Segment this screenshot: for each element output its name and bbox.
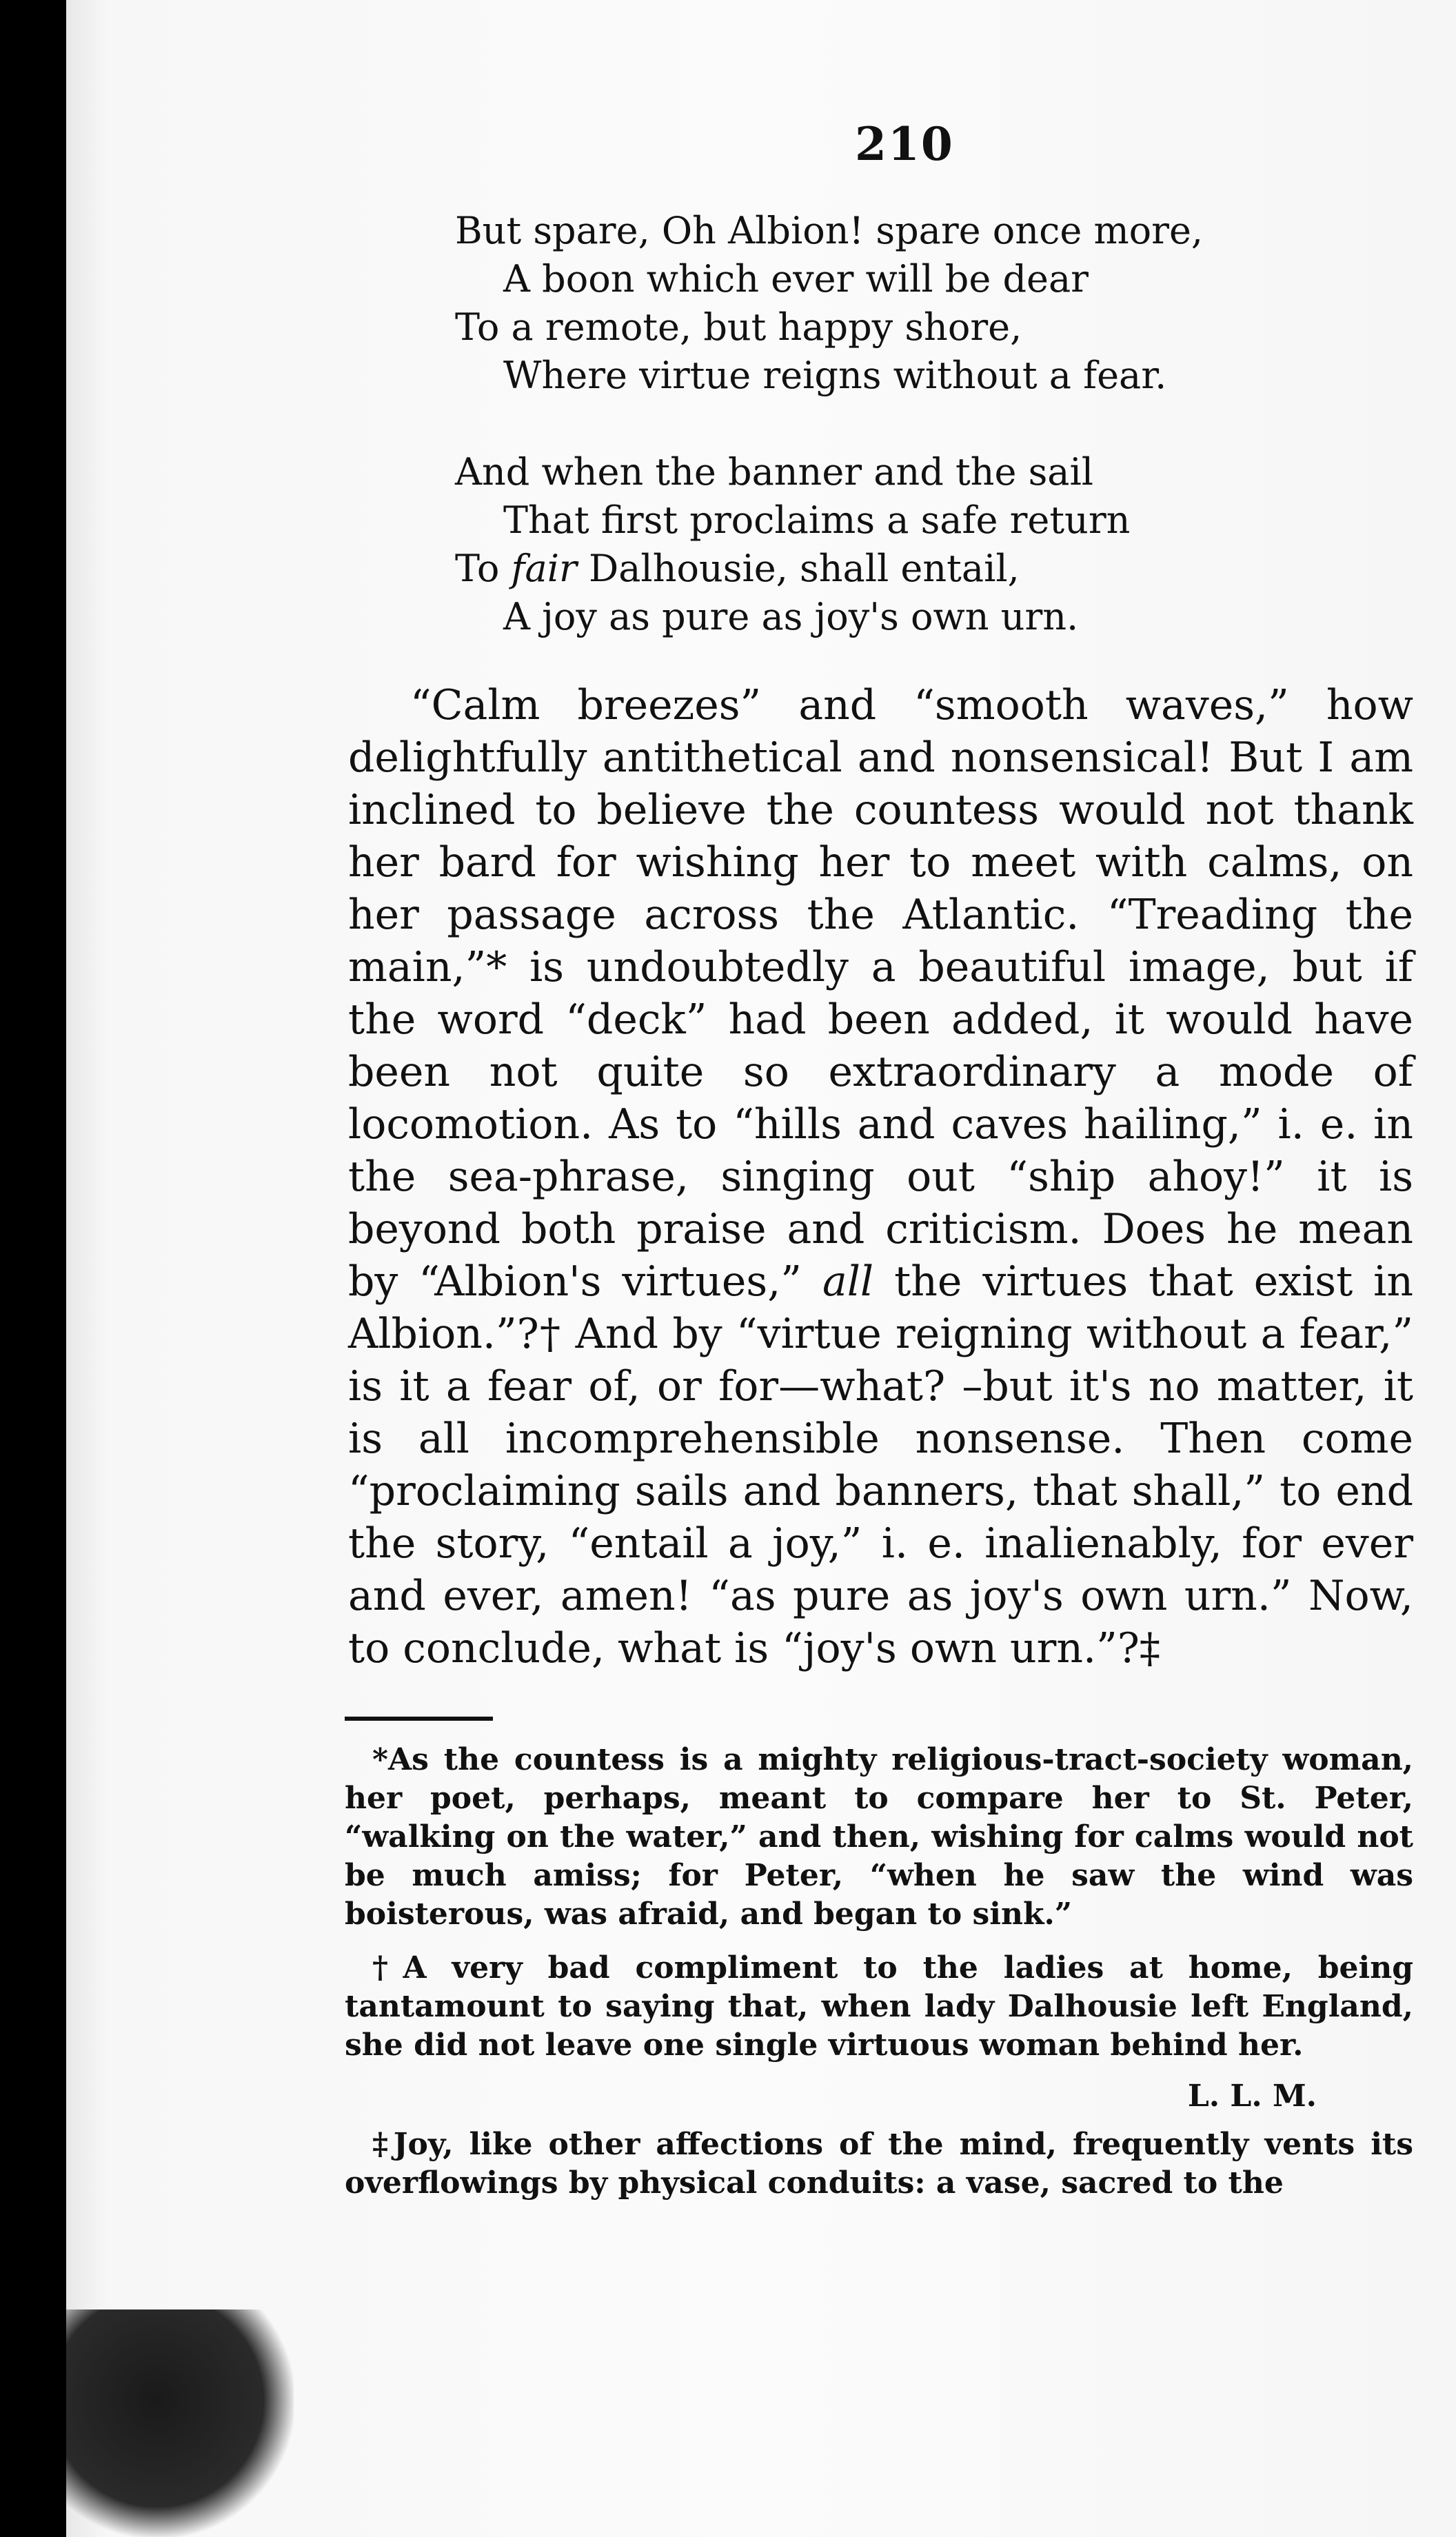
body-paragraph xyxy=(348,679,1413,1675)
poem-line: But spare, Oh Albion! spare once more, xyxy=(455,209,1204,252)
poem xyxy=(455,207,1203,689)
page-number: 210 xyxy=(855,117,954,171)
footnote-3: ‡Joy, like other affections of the mind, frequently vents its overflowings by physical conduits: a vase, sacred to the xyxy=(345,2127,1413,2201)
body-italic-word: all xyxy=(822,1257,874,1306)
body-text-part: “Calm breezes” and “smooth waves,” how delightfully antithetical and nonsensical! But I am inclined to believe the countess would not thank her bard for wishing her to meet with calms, on her passage across the Atlantic. “Treading the main,”* is undoubtedly a beautiful image, but if the word “deck” had been added, it would have been not quite so extraordinary a mode of locomotion. As to “hills and caves hailing,” i. e. in the sea-phrase, singing out “ship ahoy!” it is beyond both praise and criticism. Does he mean by “Albion's virtues,” xyxy=(348,681,1413,1306)
footnote-2: †A very bad compliment to the ladies at home, being tantamount to saying that, when lady Dalhousie left England, she did not leave one single virtuous woman behind her. xyxy=(345,1950,1413,2063)
footnote-signature: L. L. M. xyxy=(1187,2079,1317,2114)
poem-line: And when the banner and the sail xyxy=(455,450,1094,494)
poem-line: A boon which ever will be dear xyxy=(503,257,1089,301)
poem-stanza-1 xyxy=(455,207,1203,400)
scan-shadow xyxy=(66,2309,294,2537)
poem-italic-word: fair xyxy=(511,547,577,590)
footnote-rule xyxy=(345,1717,493,1721)
body-text-part: the virtues that exist in Albion.”?† And by “virtue reigning without a fear,” is it a fear of, or for—what? –but it's no matter, it is all incomprehensible nonsense. Then come “proclaiming sails and banners, that shall,” to end the story, “entail a joy,” i. e. inalienably, for ever and ever, amen! “as pure as joy's own urn.” Now, to conclude, what is “joy's own urn.”?‡ xyxy=(348,1257,1413,1672)
footnotes xyxy=(345,1741,1413,2203)
poem-line: To a remote, but happy shore, xyxy=(455,305,1022,349)
poem-line: Where virtue reigns without a fear. xyxy=(503,354,1167,397)
poem-text: Dalhousie, shall entail, xyxy=(576,547,1020,590)
poem-stanza-2 xyxy=(455,448,1203,641)
poem-text: To xyxy=(455,547,512,590)
footnote-1: *As the countess is a mighty religious-tract-society woman, her poet, perhaps, meant to compare her to St. Peter, “walking on the water,” and then, wishing for calms would not be much amiss; for Peter, “when he saw the wind was boisterous, was afraid, and began to sink.” xyxy=(345,1742,1413,1932)
poem-line: A joy as pure as joy's own urn. xyxy=(503,595,1079,638)
poem-line: That first proclaims a safe return xyxy=(503,498,1131,542)
poem-line xyxy=(455,545,1203,593)
